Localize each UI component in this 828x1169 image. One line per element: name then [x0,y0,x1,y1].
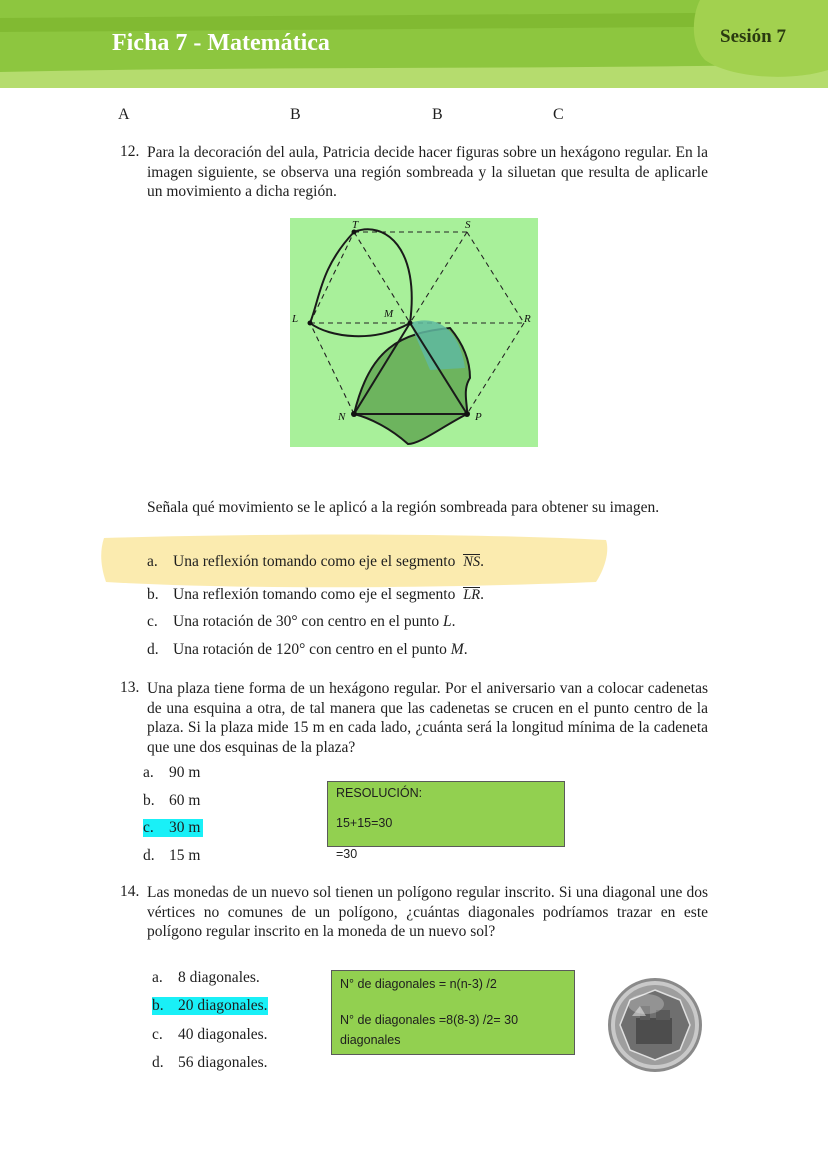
option-a[interactable]: a. Una reflexión tomando como eje el segmento NS. [147,553,485,570]
answer-letter: A [118,106,130,123]
resolution-line: diagonales [340,1033,401,1047]
point-m [408,321,413,326]
option-a[interactable]: a. 8 diagonales. [152,969,260,986]
label-r: R [524,313,531,325]
question-number: 13. [120,679,140,696]
resolution-line: N° de diagonales = n(n-3) /2 [340,977,497,991]
question-text: Una plaza tiene forma de un hexágono regular. Por el aniversario van a colocar cadenetas de una esquina a otra, de tal manera que las cadenetas se crucen en el punto centro de la plaza. Si la plaza mide 15 m en cada lado, ¿cuánta será la longitud mínima de la cadeneta que une dos esquinas de la plaza? [147,680,708,756]
option-b[interactable]: b. Una reflexión tomando como eje el segmento LR. [147,586,485,603]
label-t: T [352,219,359,231]
option-b[interactable]: b. 60 m [143,792,201,809]
page-header [0,0,828,88]
label-s: S [465,219,471,231]
option-c[interactable]: c. Una rotación de 30° con centro en el punto L. [147,613,456,630]
option-d[interactable]: d. 15 m [143,847,201,864]
question-text: Las monedas de un nuevo sol tienen un polígono regular inscrito. Si una diagonal une dos vértices no comunes de un polígono, ¿cuántas diagonales podríamos trazar en este polígono regular inscrito en la moneda de un nuevo sol? [147,884,708,940]
coin-image [606,976,704,1074]
label-m: M [384,308,394,320]
resolution-line: =30 [336,847,358,861]
resolution-line: N° de diagonales =8(8-3) /2= 30 [340,1013,519,1027]
answer-letter: B [432,106,443,123]
point-n [351,411,357,417]
label-p: P [475,411,482,423]
session-label: Sesión 7 [720,26,786,47]
question-text: Para la decoración del aula, Patricia decide hacer figuras sobre un hexágono regular. En la imagen siguiente, se observa una región sombreada y la siluetan que resulta de aplicarle un movimiento a dicha región. [147,144,708,200]
option-d[interactable]: d. Una rotación de 120° con centro en el punto M. [147,641,468,658]
option-a[interactable]: a. 90 m [143,764,201,781]
answer-letter: C [553,106,564,123]
question-prompt: Señala qué movimiento se le aplicó a la región sombreada para obtener su imagen. [147,499,660,516]
answer-letter: B [290,106,301,123]
option-d[interactable]: d. 56 diagonales. [152,1054,268,1071]
question-number: 12. [120,143,140,160]
segment-label: LR [463,587,481,603]
option-b-highlighted[interactable]: b. 20 diagonales. [152,997,268,1014]
resolution-line: 15+15=30 [336,816,393,830]
option-c-highlighted[interactable]: c. 30 m [143,819,203,837]
label-n: N [338,411,346,423]
page-title: Ficha 7 - Matemática [112,30,330,56]
point-p [464,411,470,417]
resolution-title: RESOLUCIÓN: [336,786,423,800]
question-number: 14. [120,883,140,900]
hexagon-figure [290,218,538,450]
option-c[interactable]: c. 40 diagonales. [152,1026,268,1043]
point-l [308,321,313,326]
label-l: L [292,313,299,325]
segment-label: NS [463,554,481,570]
